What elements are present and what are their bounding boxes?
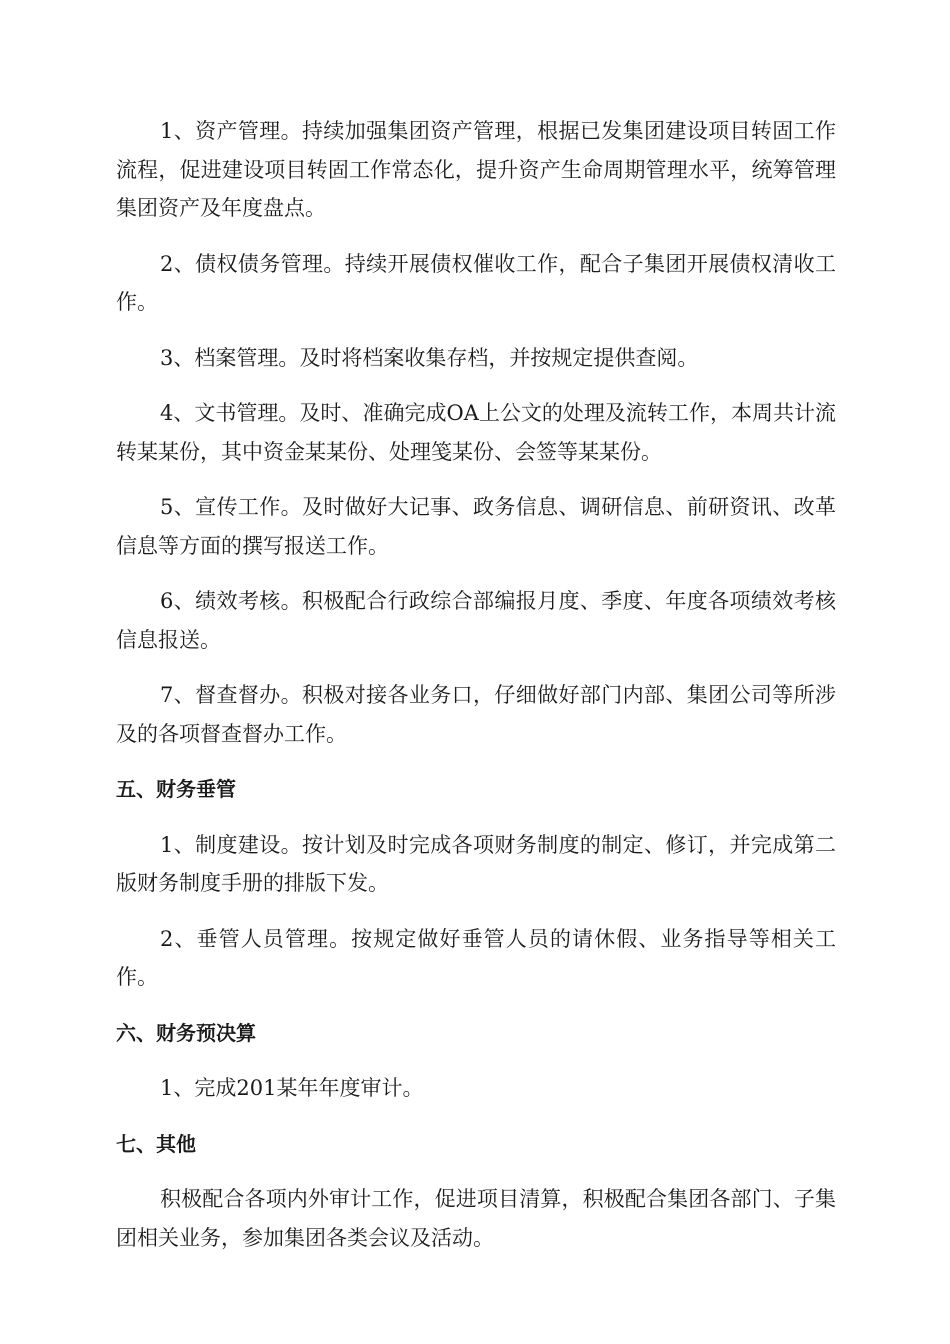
- paragraph-archive-management: 3、档案管理。及时将档案收集存档，并按规定提供查阅。: [160, 345, 699, 370]
- paragraph-supervision: 7、督查督办。积极对接各业务口，仔细做好部门内部、集团公司等所涉及的各项督查督办工作。: [116, 683, 836, 746]
- paragraph-publicity: 5、宣传工作。及时做好大记事、政务信息、调研信息、前研资讯、改革信息等方面的撰写报送工作。: [116, 495, 836, 558]
- section-heading-other: 七、其他: [116, 1131, 196, 1156]
- section-heading-finance-vertical: 五、财务垂管: [116, 777, 236, 801]
- paragraph-performance: 6、绩效考核。积极配合行政综合部编报月度、季度、年度各项绩效考核信息报送。: [116, 589, 836, 652]
- section-heading-budget: 六、财务预决算: [116, 1020, 256, 1045]
- paragraph-other: 积极配合各项内外审计工作，促进项目清算，积极配合集团各部门、子集团相关业务，参加集团各类会议及活动。: [116, 1187, 836, 1250]
- document-body: [116, 112, 836, 1274]
- paragraph-annual-audit: 1、完成201某年年度审计。: [160, 1076, 424, 1100]
- paragraph-asset-management: 1、资产管理。持续加强集团资产管理，根据已发集团建设项目转固工作流程，促进建设项目转固工作常态化，提升资产生命周期管理水平，统筹管理集团资产及年度盘点。: [116, 119, 836, 220]
- paragraph-debt-management: 2、债权债务管理。持续开展债权催收工作，配合子集团开展债权清收工作。: [116, 251, 836, 314]
- paragraph-staff-management: 2、垂管人员管理。按规定做好垂管人员的请休假、业务指导等相关工作。: [116, 926, 836, 989]
- paragraph-system-building: 1、制度建设。按计划及时完成各项财务制度的制定、修订，并完成第二版财务制度手册的排版下发。: [116, 832, 836, 895]
- paragraph-document-management: 4、文书管理。及时、准确完成OA上公文的处理及流转工作，本周共计流转某某份，其中资金某某份、处理笺某份、会签等某某份。: [116, 401, 836, 464]
